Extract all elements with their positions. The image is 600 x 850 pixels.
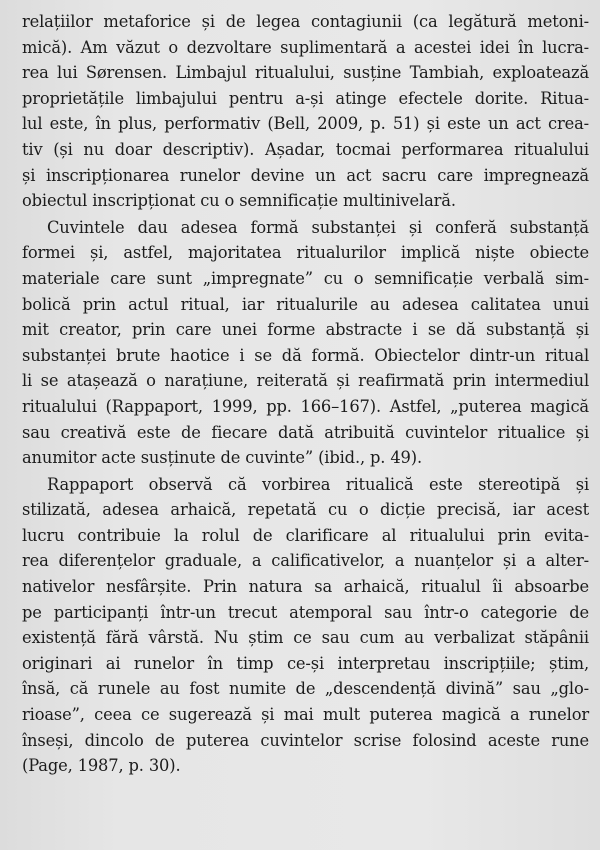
text-line: li se atașează o narațiune, reiterată și reafirmată prin intermediul (22, 371, 589, 391)
text-line: rea lui Sørensen. Limbajul ritualului, susține Tambiah, exploatează (22, 63, 589, 83)
text-line: rioase”, ceea ce sugerează și mai mult puterea magică a runelor (22, 705, 589, 725)
text-line: și inscripționarea runelor devine un act sacru care impregnează (22, 165, 589, 185)
paragraph-2 (22, 215, 589, 471)
text-line: mit creator, prin care unei forme abstracte i se dă substanță și (22, 320, 589, 340)
text-line: bolică prin actul ritual, iar ritualurile au adesea calitatea unui (22, 294, 589, 314)
text-line: stilizată, adesea arhaică, repetată cu o dicție precisă, iar acest (22, 500, 589, 520)
body-text (22, 9, 589, 779)
text-line: Rappaport observă că vorbirea ritualică este stereotipă și (47, 474, 589, 494)
text-line: relațiilor metaforice și de legea contagiunii (ca legătură metoni- (22, 12, 589, 31)
text-line: tiv (și nu doar descriptiv). Așadar, tocmai performarea ritualului (22, 139, 589, 159)
text-line: existență fără vârstă. Nu știm ce sau cum au verbalizat stăpânii (22, 628, 589, 648)
text-line: anumitor acte susținute de cuvinte” (ibid., p. 49). (22, 448, 422, 468)
text-line: formei și, astfel, majoritatea ritualurilor implică niște obiecte (22, 243, 589, 263)
text-line: proprietățile limbajului pentru a-și atinge efectele dorite. Ritua- (22, 88, 589, 108)
paragraph-1 (22, 9, 589, 214)
text-line: pe participanți într-un trecut atemporal sau într-o categorie de (22, 602, 589, 622)
paragraph-3 (22, 472, 589, 779)
text-line: sau creativă este de fiecare dată atribuită cuvintelor ritualice și (22, 422, 589, 442)
text-line: (Page, 1987, p. 30). (22, 756, 181, 776)
text-line: substanței brute haotice i se dă formă. Obiectelor dintr-un ritual (22, 345, 589, 365)
text-line: lul este, în plus, performativ (Bell, 2009, p. 51) și este un act crea- (22, 114, 589, 134)
text-line: ritualului (Rappaport, 1999, pp. 166–167). Astfel, „puterea magică (22, 396, 589, 416)
text-line: obiectul inscripționat cu o semnificație multinivelară. (22, 191, 456, 211)
text-line: Cuvintele dau adesea formă substanței și conferă substanță (47, 217, 589, 237)
text-line: rea diferențelor graduale, a calificativelor, a nuanțelor și a alter- (22, 551, 589, 571)
text-line: originari ai runelor în timp ce-și interpretau inscripțiile; știm, (22, 653, 589, 673)
text-line: lucru contribuie la rolul de clarificare al ritualului prin evita- (22, 525, 589, 545)
text-line: înseși, dincolo de puterea cuvintelor scrise folosind aceste rune (22, 730, 589, 750)
text-line: mică). Am văzut o dezvoltare suplimentară a acestei idei în lucra- (22, 37, 589, 57)
text-line: materiale care sunt „impregnate” cu o semnificație verbală sim- (22, 268, 589, 288)
text-line: nativelor nesfârșite. Prin natura sa arhaică, ritualul îi absoarbe (22, 577, 589, 597)
text-line: însă, că runele au fost numite de „descendență divină” sau „glo- (22, 679, 589, 699)
